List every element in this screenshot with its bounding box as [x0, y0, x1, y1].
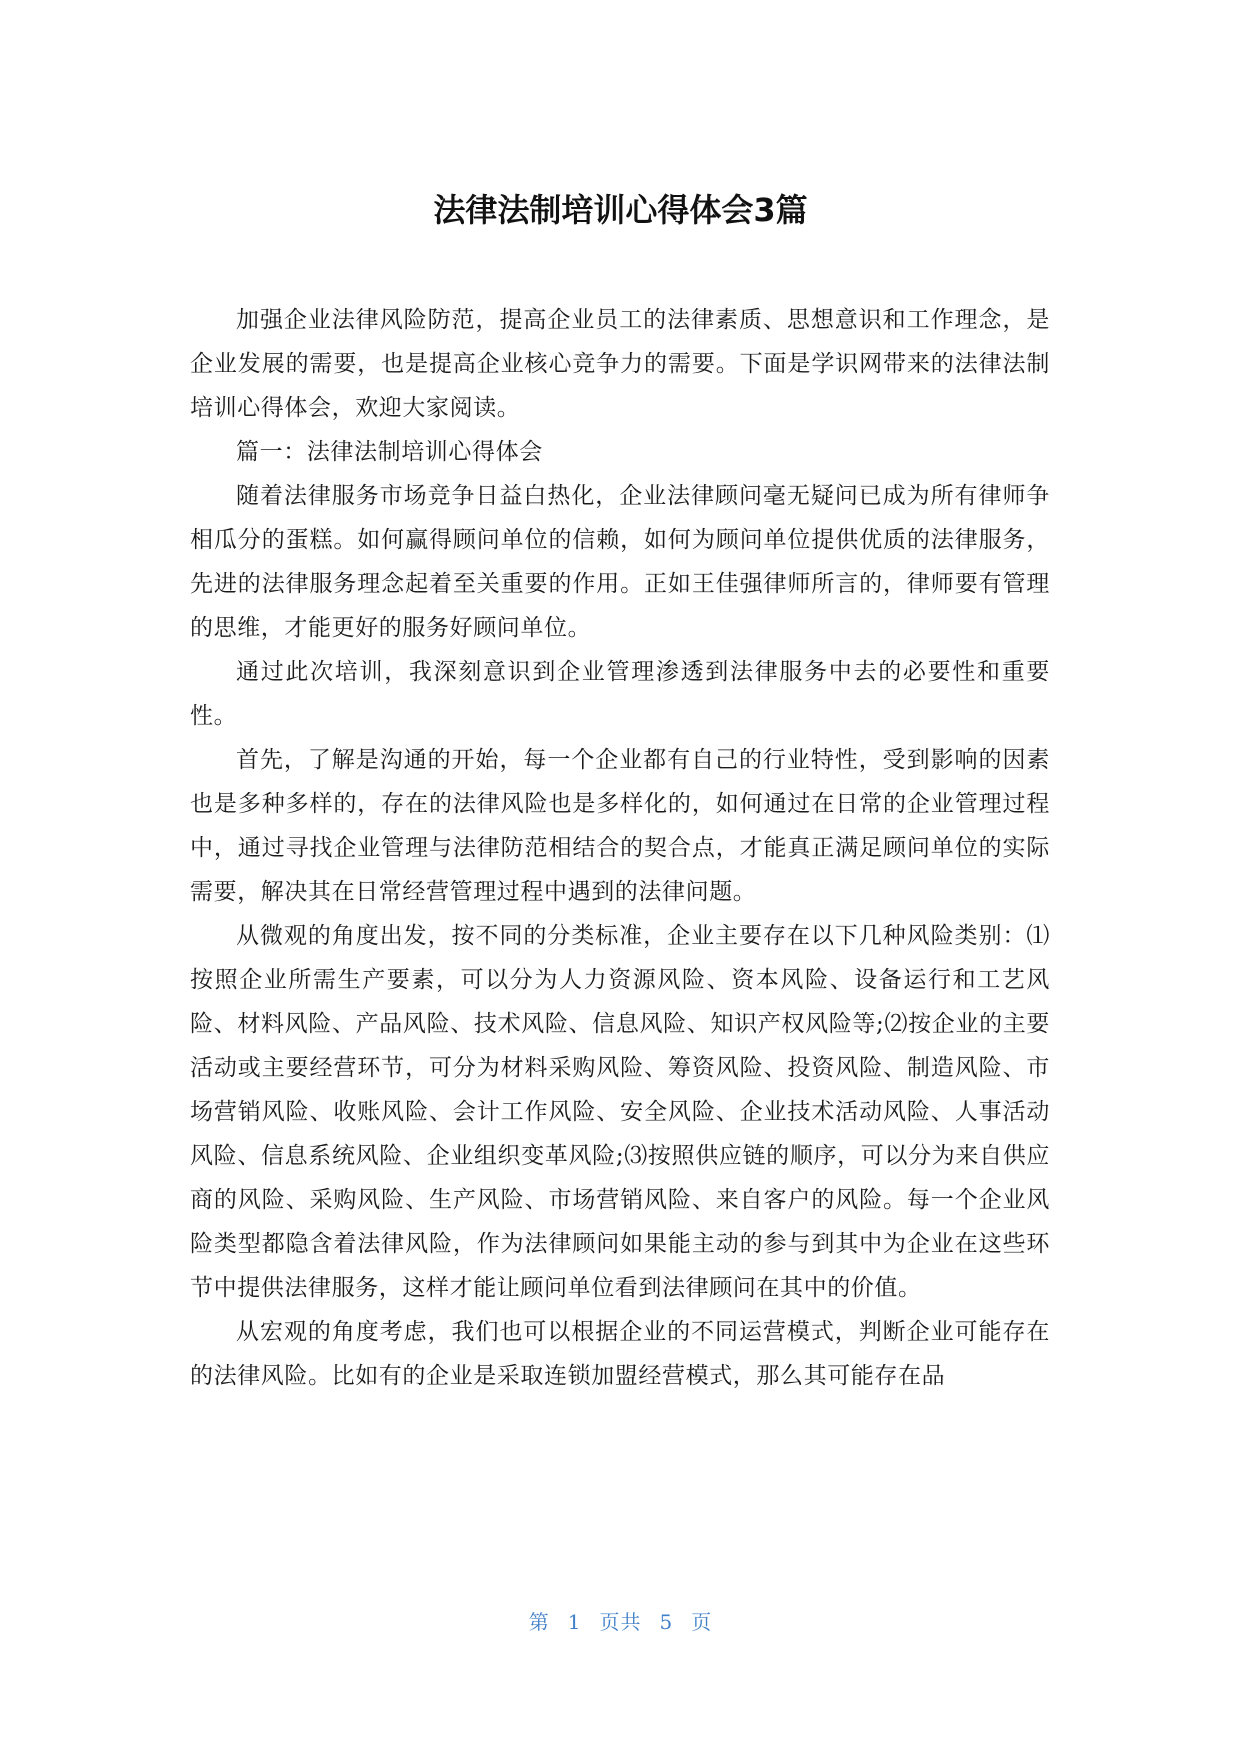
page-label-mid: 页共: [599, 1610, 642, 1634]
paragraph: 从微观的角度出发，按不同的分类标准，企业主要存在以下几种风险类别：⑴按照企业所需生产要素，可以分为人力资源风险、资本风险、设备运行和工艺风险、材料风险、产品风险、技术风险、信息风险、知识产权风险等;⑵按企业的主要活动或主要经营环节，可分为材料采购风险、筹资风险、投资风险、制造风险、市场营销风险、收账风险、会计工作风险、安全风险、企业技术活动风险、人事活动风险、信息系统风险、企业组织变革风险;⑶按照供应链的顺序，可以分为来自供应商的风险、采购风险、生产风险、市场营销风险、来自客户的风险。每一个企业风险类型都隐含着法律风险，作为法律顾问如果能主动的参与到其中为企业在这些环节中提供法律服务，这样才能让顾问单位看到法律顾问在其中的价值。: [190, 923, 1050, 1301]
paragraph-intro: 加强企业法律风险防范，提高企业员工的法律素质、思想意识和工作理念，是企业发展的需要，也是提高企业核心竞争力的需要。下面是学识网带来的法律法制培训心得体会，欢迎大家阅读。: [190, 307, 1050, 421]
document-title: 法律法制培训心得体会3篇: [433, 191, 808, 229]
paragraph: 随着法律服务市场竞争日益白热化，企业法律顾问毫无疑问已成为所有律师争相瓜分的蛋糕。如何赢得顾问单位的信赖，如何为顾问单位提供优质的法律服务，先进的法律服务理念起着至关重要的作用。正如王佳强律师所言的，律师要有管理的思维，才能更好的服务好顾问单位。: [190, 483, 1050, 641]
page-footer: [0, 1608, 1241, 1636]
paragraph: 从宏观的角度考虑，我们也可以根据企业的不同运营模式，判断企业可能存在的法律风险。比如有的企业是采取连锁加盟经营模式，那么其可能存在品: [190, 1319, 1050, 1389]
page-label-prefix: 第: [528, 1610, 550, 1634]
section-heading: 篇一：法律法制培训心得体会: [236, 439, 543, 465]
total-pages-number: 5: [659, 1610, 674, 1634]
page-label-suffix: 页: [691, 1610, 713, 1634]
current-page-number: 1: [567, 1610, 582, 1634]
paragraph: 首先，了解是沟通的开始，每一个企业都有自己的行业特性，受到影响的因素也是多种多样的，存在的法律风险也是多样化的，如何通过在日常的企业管理过程中，通过寻找企业管理与法律防范相结合的契合点，才能真正满足顾问单位的实际需要，解决其在日常经营管理过程中遇到的法律问题。: [190, 747, 1050, 905]
document-body: [190, 298, 1050, 1398]
paragraph: 通过此次培训，我深刻意识到企业管理渗透到法律服务中去的必要性和重要性。: [190, 659, 1050, 729]
